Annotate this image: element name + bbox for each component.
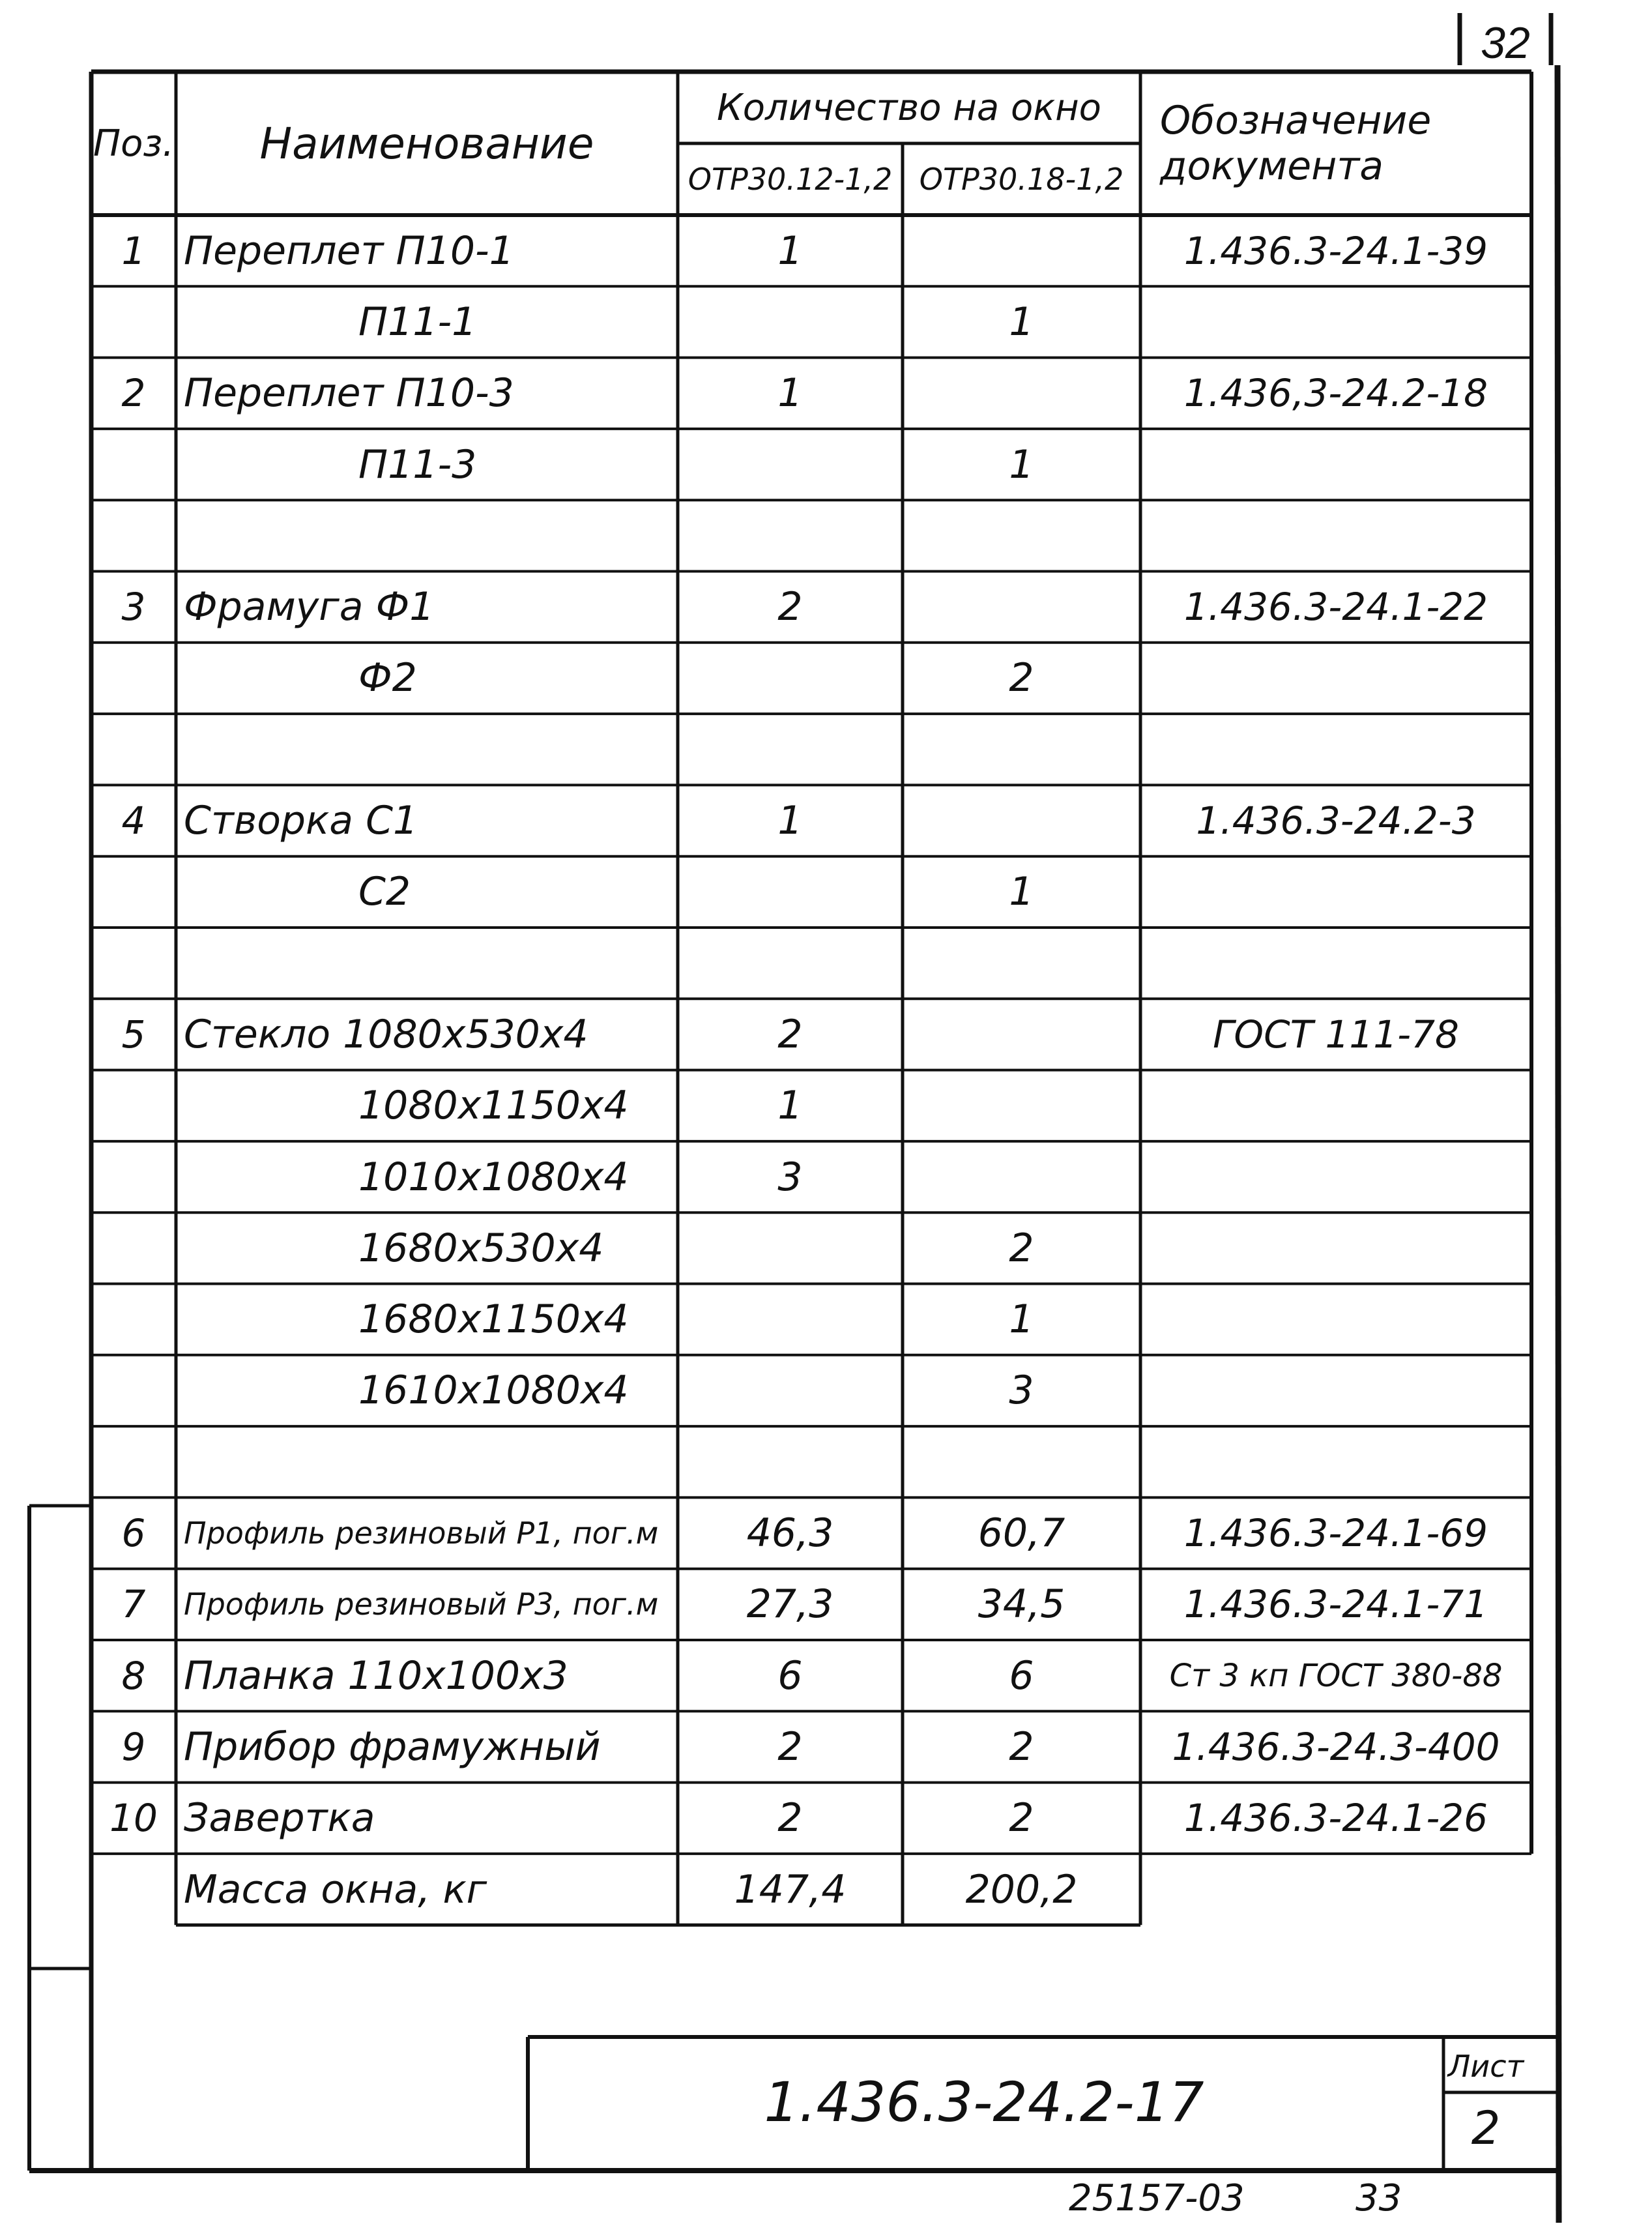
row-qty-2: 1 xyxy=(1009,1296,1034,1343)
row-document: 1.436.3-24.1-71 xyxy=(1183,1582,1488,1627)
row-qty-2: 200,2 xyxy=(965,1866,1078,1912)
row-document xyxy=(1140,1070,1531,1141)
row-pos xyxy=(91,643,176,714)
row-qty-1: 2 xyxy=(777,1011,803,1057)
row-name: П11-1 xyxy=(358,299,477,345)
row-name: Переплет П10-3 xyxy=(184,370,514,417)
row-name: С2 xyxy=(358,869,411,915)
header-pos: Поз. xyxy=(93,122,174,165)
row-qty-1 xyxy=(678,714,903,785)
footer-code: 25157-03 xyxy=(1069,2177,1245,2219)
row-document xyxy=(1140,500,1531,571)
row-pos xyxy=(91,1070,176,1141)
header-name: Наименование xyxy=(259,118,594,169)
row-name: 1080х1150х4 xyxy=(358,1083,629,1129)
row-qty-1 xyxy=(678,643,903,714)
row-name: Фрамуга Ф1 xyxy=(184,584,435,630)
row-qty-1: 1 xyxy=(777,1083,803,1129)
row-qty-2 xyxy=(903,999,1140,1070)
row-qty-2: 2 xyxy=(1009,655,1034,701)
row-name: Масса окна, кг xyxy=(184,1866,487,1912)
row-qty-1 xyxy=(678,1284,903,1355)
row-qty-2: 2 xyxy=(1009,1723,1034,1770)
row-pos xyxy=(91,500,176,571)
row-qty-2: 60,7 xyxy=(978,1510,1065,1557)
row-document xyxy=(1140,714,1531,785)
row-pos xyxy=(91,1284,176,1355)
row-document: Ст 3 кп ГОСТ 380-88 xyxy=(1169,1657,1503,1694)
footer-page: 33 xyxy=(1355,2177,1402,2219)
row-document xyxy=(1140,1284,1531,1355)
row-qty-1: 1 xyxy=(777,227,803,274)
row-qty-2 xyxy=(903,714,1140,785)
row-pos: 5 xyxy=(121,1012,146,1057)
row-pos: 2 xyxy=(121,371,146,416)
row-qty-1: 27,3 xyxy=(746,1581,834,1628)
row-pos: 9 xyxy=(121,1724,146,1769)
sheet-value: 2 xyxy=(1471,2102,1501,2155)
row-qty-1: 2 xyxy=(777,1795,803,1841)
row-qty-2 xyxy=(903,928,1140,999)
document-designation: 1.436.3-24.2-17 xyxy=(764,2070,1204,2134)
row-qty-1 xyxy=(678,1355,903,1426)
row-document xyxy=(1140,1854,1531,1925)
row-qty-1: 6 xyxy=(777,1652,803,1699)
row-qty-2: 1 xyxy=(1009,441,1034,488)
row-qty-2: 6 xyxy=(1009,1652,1034,1699)
row-document xyxy=(1140,1141,1531,1212)
row-qty-1: 46,3 xyxy=(746,1510,834,1557)
row-document: 1.436.3-24.2-3 xyxy=(1196,798,1476,843)
row-qty-1: 1 xyxy=(777,370,803,417)
row-qty-1 xyxy=(678,500,903,571)
row-qty-2: 2 xyxy=(1009,1795,1034,1841)
row-name: Ф2 xyxy=(358,655,417,701)
row-document: 1.436.3-24.1-69 xyxy=(1183,1511,1488,1556)
sheet-number: 32 xyxy=(1481,18,1530,68)
row-pos xyxy=(91,928,176,999)
row-pos: 8 xyxy=(121,1653,146,1698)
header-qty-col2: ОТР30.18-1,2 xyxy=(919,162,1124,197)
row-pos: 6 xyxy=(121,1511,146,1556)
row-qty-1: 1 xyxy=(777,798,803,844)
row-qty-2 xyxy=(903,358,1140,429)
row-pos xyxy=(91,1854,176,1925)
header-quantity: Количество на окно xyxy=(717,86,1101,129)
row-qty-1 xyxy=(678,1426,903,1497)
row-qty-2 xyxy=(903,1141,1140,1212)
row-document xyxy=(1140,857,1531,928)
row-qty-2 xyxy=(903,1070,1140,1141)
row-name: Створка С1 xyxy=(184,798,418,844)
row-pos xyxy=(91,286,176,357)
row-qty-2 xyxy=(903,215,1140,286)
row-name xyxy=(176,500,678,571)
row-name: 1610х1080х4 xyxy=(358,1368,629,1414)
row-qty-1: 2 xyxy=(777,1723,803,1770)
row-qty-1: 2 xyxy=(777,584,803,630)
row-name: Переплет П10-1 xyxy=(184,227,514,274)
row-pos: 1 xyxy=(121,228,146,273)
row-name: Профиль резиновый Р1, пог.м xyxy=(184,1516,659,1551)
row-name: Планка 110х100х3 xyxy=(184,1652,568,1699)
header-document xyxy=(1140,72,1531,215)
row-pos xyxy=(91,429,176,500)
row-document: ГОСТ 111-78 xyxy=(1213,1012,1459,1057)
row-qty-1: 147,4 xyxy=(734,1866,847,1912)
row-document: 1.436.3-24.3-400 xyxy=(1172,1724,1500,1769)
row-name xyxy=(176,928,678,999)
header-document-text: Обозначение документа xyxy=(1160,98,1432,189)
row-pos: 10 xyxy=(109,1796,158,1841)
header-qty-col1: ОТР30.12-1,2 xyxy=(688,162,893,197)
row-name: Завертка xyxy=(184,1795,375,1841)
row-name: Прибор фрамужный xyxy=(184,1723,601,1770)
row-qty-2 xyxy=(903,785,1140,856)
row-document xyxy=(1140,1212,1531,1283)
row-document xyxy=(1140,643,1531,714)
row-document xyxy=(1140,1355,1531,1426)
row-qty-1 xyxy=(678,928,903,999)
row-qty-1 xyxy=(678,857,903,928)
row-qty-2: 3 xyxy=(1009,1368,1034,1414)
row-qty-2 xyxy=(903,500,1140,571)
row-qty-1 xyxy=(678,429,903,500)
row-name: 1680х530х4 xyxy=(358,1225,604,1271)
row-name: 1680х1150х4 xyxy=(358,1296,629,1343)
row-qty-2: 1 xyxy=(1009,869,1034,915)
row-name xyxy=(176,714,678,785)
row-document: 1.436.3-24.1-22 xyxy=(1183,585,1488,630)
row-document: 1.436.3-24.1-26 xyxy=(1183,1796,1488,1841)
row-pos xyxy=(91,857,176,928)
row-pos xyxy=(91,714,176,785)
row-document xyxy=(1140,1426,1531,1497)
row-pos xyxy=(91,1141,176,1212)
row-name: Стекло 1080х530х4 xyxy=(184,1011,588,1057)
row-pos xyxy=(91,1212,176,1283)
row-qty-1: 3 xyxy=(777,1154,803,1200)
row-document xyxy=(1140,286,1531,357)
row-qty-2 xyxy=(903,1426,1140,1497)
row-name: 1010х1080х4 xyxy=(358,1154,629,1200)
row-name: П11-3 xyxy=(358,441,477,488)
row-document xyxy=(1140,429,1531,500)
row-qty-2: 1 xyxy=(1009,299,1034,345)
row-document: 1.436.3-24.1-39 xyxy=(1183,228,1488,273)
row-pos xyxy=(91,1355,176,1426)
row-pos: 4 xyxy=(121,798,146,843)
row-qty-2 xyxy=(903,572,1140,643)
row-document xyxy=(1140,928,1531,999)
row-pos: 3 xyxy=(121,585,146,630)
row-pos xyxy=(91,1426,176,1497)
sheet-label: Лист xyxy=(1447,2049,1524,2084)
row-name: Профиль резиновый Р3, пог.м xyxy=(184,1587,659,1622)
row-qty-1 xyxy=(678,1212,903,1283)
row-pos: 7 xyxy=(121,1582,146,1627)
row-qty-1 xyxy=(678,286,903,357)
row-document: 1.436,3-24.2-18 xyxy=(1183,371,1488,416)
row-qty-2: 34,5 xyxy=(978,1581,1065,1628)
row-name xyxy=(176,1426,678,1497)
row-qty-2: 2 xyxy=(1009,1225,1034,1271)
